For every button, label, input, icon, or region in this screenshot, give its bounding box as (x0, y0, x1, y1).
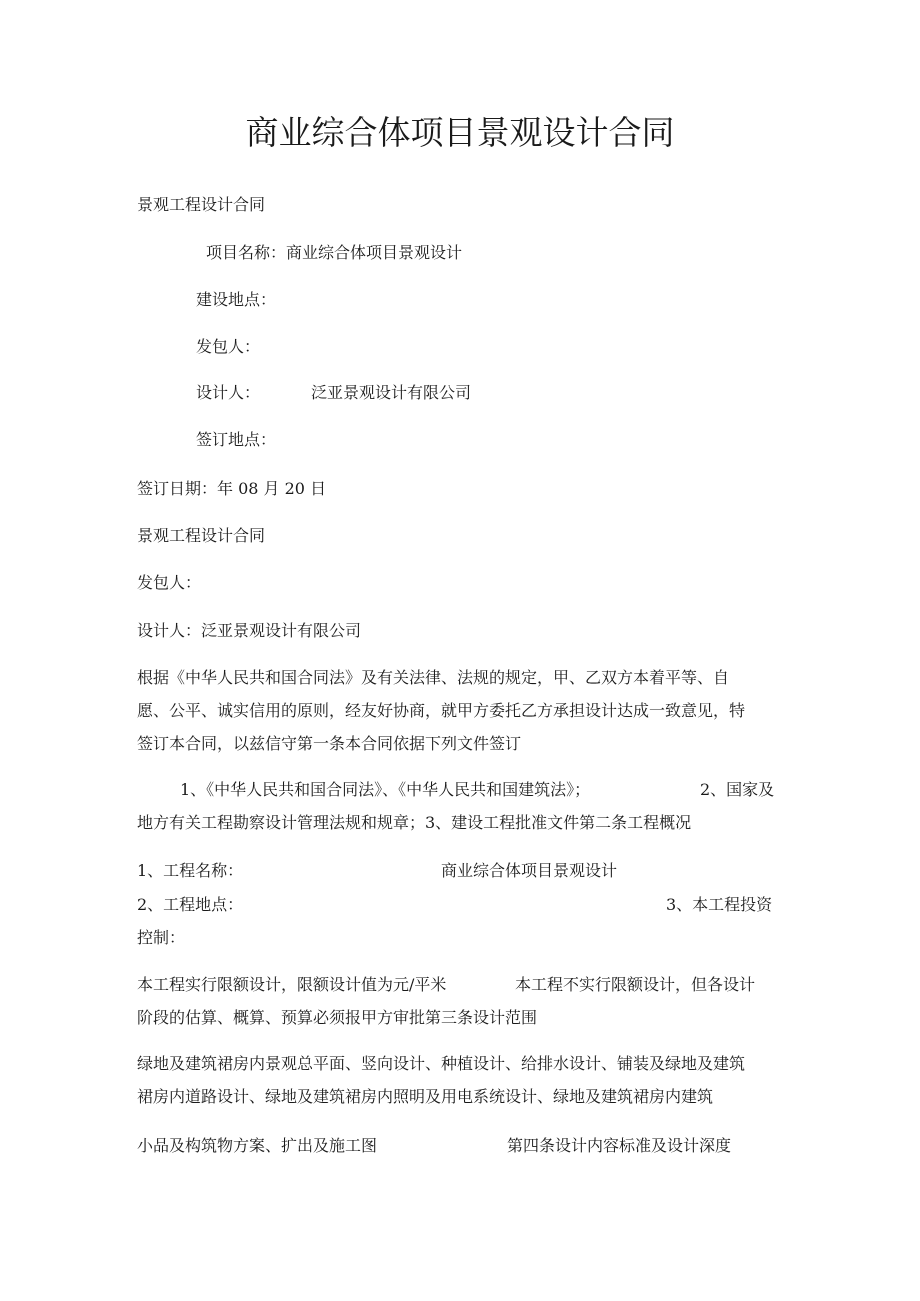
cover-designer-value: 泛亚景观设计有限公司 (311, 383, 472, 402)
body-designer: 设计人：泛亚景观设计有限公司 (137, 621, 362, 640)
cover-employer-label: 发包人： (196, 337, 261, 356)
investment-label-part1: 3、本工程投资 (666, 895, 773, 914)
project-name-label: 1、工程名称： (137, 861, 244, 880)
intro-line-2: 愿、公平、诚实信用的原则，经友好协商，就甲方委托乙方承担设计达成一致意见，特 (137, 701, 746, 720)
limit-line-1-left: 本工程实行限额设计，限额设计值为元/平米 (137, 975, 447, 994)
cover-subtitle: 景观工程设计合同 (137, 195, 266, 214)
body-heading: 景观工程设计合同 (137, 526, 266, 545)
document-title: 商业综合体项目景观设计合同 (245, 113, 675, 152)
limit-line-2: 阶段的估算、概算、预算必须报甲方审批第三条设计范围 (137, 1008, 538, 1027)
cover-project-name-value: 商业综合体项目景观设计 (286, 243, 463, 262)
intro-line-1: 根据《中华人民共和国合同法》及有关法律、法规的规定，甲、乙双方本着平等、自 (137, 668, 730, 687)
scope-last-right: 第四条设计内容标准及设计深度 (507, 1136, 732, 1155)
scope-line-2: 裙房内道路设计、绿地及建筑裙房内照明及用电系统设计、绿地及建筑裙房内建筑 (137, 1087, 714, 1106)
investment-label-part2: 控制： (137, 928, 186, 947)
intro-line-3: 签订本合同，以兹信守第一条本合同依据下列文件签订 (137, 734, 522, 753)
basis-line-1-left: 1、《中华人民共和国合同法》、《中华人民共和国建筑法》； (180, 780, 591, 799)
basis-line-2: 地方有关工程勘察设计管理法规和规章；3、建设工程批准文件第二条工程概况 (137, 813, 692, 832)
limit-line-1-right: 本工程不实行限额设计，但各设计 (515, 975, 756, 994)
basis-line-1-right: 2、国家及 (700, 780, 775, 799)
cover-project-name-row (206, 241, 462, 265)
cover-designer-label: 设计人： (196, 383, 261, 402)
scope-line-1: 绿地及建筑裙房内景观总平面、竖向设计、种植设计、给排水设计、铺装及绿地及建筑 (137, 1054, 746, 1073)
project-name-value: 商业综合体项目景观设计 (441, 861, 618, 880)
cover-signing-date: 签订日期：年 08 月 20 日 (137, 479, 327, 498)
cover-signing-place-label: 签订地点： (196, 430, 277, 449)
cover-site-label: 建设地点： (196, 290, 277, 309)
project-site-label: 2、工程地点： (137, 895, 244, 914)
cover-project-name-label: 项目名称： (206, 243, 287, 262)
body-employer: 发包人： (137, 573, 202, 592)
scope-last-left: 小品及构筑物方案、扩出及施工图 (137, 1136, 378, 1155)
